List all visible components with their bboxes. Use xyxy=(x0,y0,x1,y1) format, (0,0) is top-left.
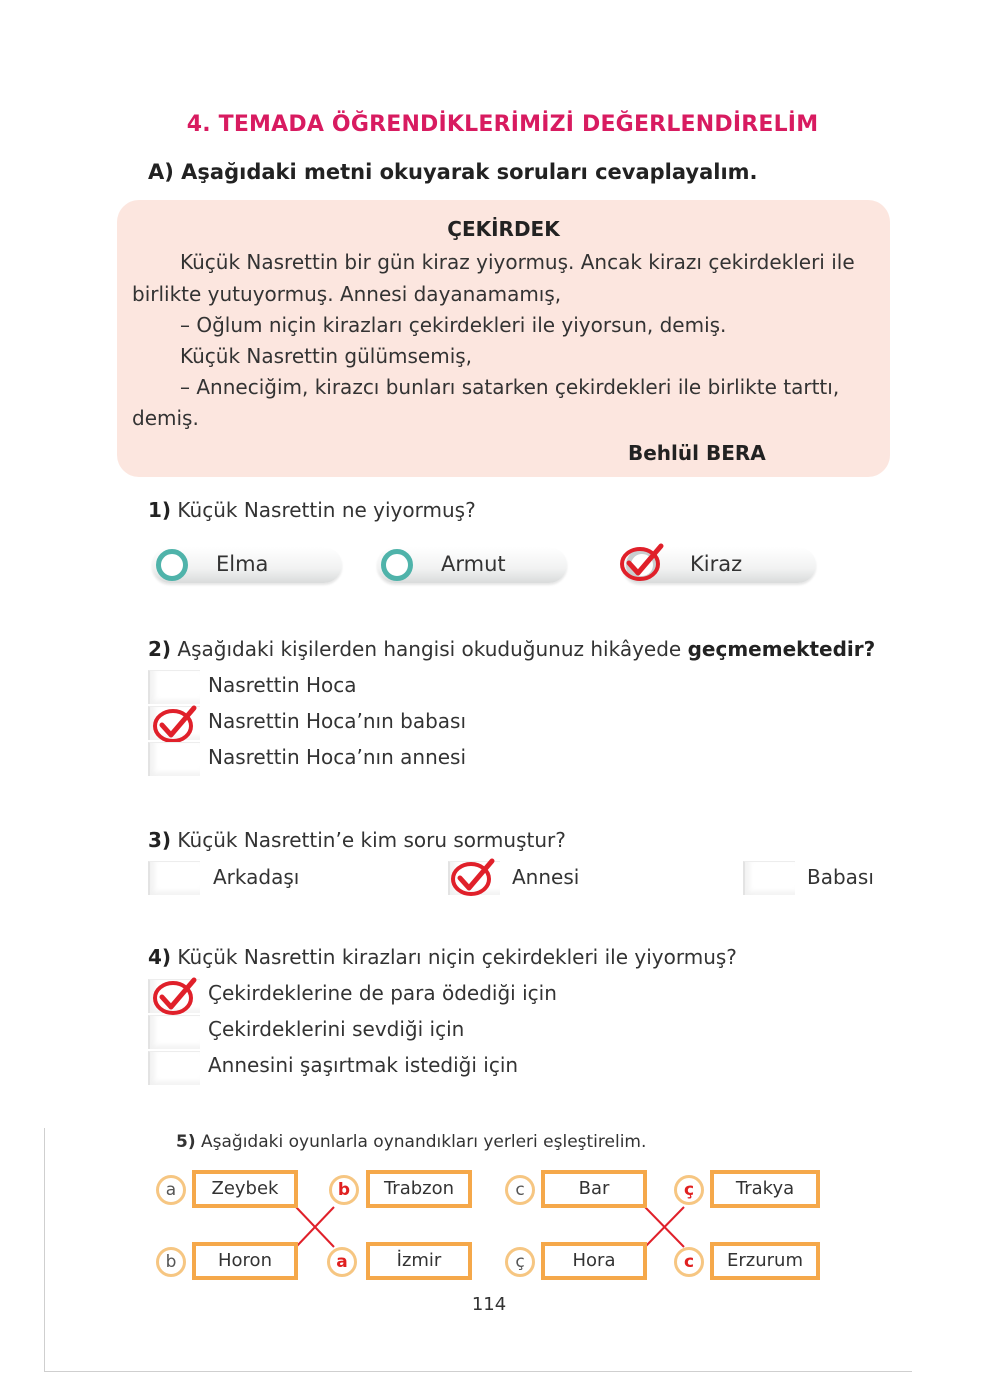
question-text: Küçük Nasrettin ne yiyormuş? xyxy=(177,498,476,522)
checkbox[interactable] xyxy=(148,742,200,776)
question-number: 5) xyxy=(176,1132,196,1152)
game-tile[interactable]: Bar xyxy=(541,1170,647,1208)
story-line: demiş. xyxy=(132,406,199,430)
game-tile[interactable]: Hora xyxy=(541,1242,647,1280)
checkbox[interactable] xyxy=(148,670,200,704)
game-tile[interactable]: Zeybek xyxy=(192,1170,298,1208)
option-label: Nasrettin Hoca xyxy=(208,673,357,697)
answer-badge: ç xyxy=(674,1175,704,1205)
page-title: 4. TEMADA ÖĞRENDİKLERİMİZİ DEĞERLENDİRELİM xyxy=(186,112,819,137)
page-number: 114 xyxy=(471,1294,507,1315)
story-line: – Oğlum niçin kirazları çekirdekleri ile yiyorsun, demiş. xyxy=(180,313,727,337)
answer-label: Armut xyxy=(441,552,506,576)
option-label: Annesi xyxy=(512,865,580,889)
badge: b xyxy=(156,1247,186,1277)
story-line: birlikte yutuyormuş. Annesi dayanamamış, xyxy=(132,282,562,306)
checkbox[interactable] xyxy=(148,1015,200,1049)
place-tile[interactable]: Trakya xyxy=(710,1170,820,1208)
frame-line xyxy=(44,1128,45,1372)
checkmark-icon xyxy=(619,542,665,582)
badge: c xyxy=(505,1175,535,1205)
badge: a xyxy=(156,1175,186,1205)
place-tile[interactable]: Erzurum xyxy=(710,1242,820,1280)
story-line: Küçük Nasrettin bir gün kiraz yiyormuş. Ancak kirazı çekirdekleri ile xyxy=(180,250,855,274)
option-label: Annesini şaşırtmak istediği için xyxy=(208,1053,519,1077)
story-title: ÇEKİRDEK xyxy=(447,217,560,241)
option-label: Çekirdeklerine de para ödediği için xyxy=(208,981,557,1005)
question-emphasis: geçmemektedir? xyxy=(687,637,876,661)
checkmark-icon xyxy=(152,976,198,1016)
place-tile[interactable]: İzmir xyxy=(366,1242,472,1280)
question-text: Küçük Nasrettin’e kim soru sormuştur? xyxy=(177,828,566,852)
answer-badge: a xyxy=(327,1247,357,1277)
question-5 xyxy=(176,1132,646,1152)
question-2 xyxy=(148,637,875,661)
option-label: Babası xyxy=(807,865,874,889)
answer-label: Elma xyxy=(216,552,269,576)
question-number: 4) xyxy=(148,945,172,969)
question-number: 3) xyxy=(148,828,172,852)
option-label: Nasrettin Hoca’nın babası xyxy=(208,709,467,733)
question-number: 1) xyxy=(148,498,172,522)
place-tile[interactable]: Trabzon xyxy=(366,1170,472,1208)
question-text: Aşağıdaki kişilerden hangisi okuduğunuz hikâyede xyxy=(177,637,682,661)
game-tile[interactable]: Horon xyxy=(192,1242,298,1280)
option-label: Arkadaşı xyxy=(213,865,300,889)
question-4 xyxy=(148,945,737,969)
frame-line xyxy=(44,1371,912,1372)
badge: ç xyxy=(505,1247,535,1277)
question-1 xyxy=(148,498,476,522)
checkmark-icon xyxy=(152,704,198,744)
radio-circle[interactable] xyxy=(381,549,413,581)
option-label: Nasrettin Hoca’nın annesi xyxy=(208,745,467,769)
checkbox[interactable] xyxy=(148,1051,200,1085)
section-a-heading: A) Aşağıdaki metni okuyarak soruları cevaplayalım. xyxy=(148,160,758,184)
question-number: 2) xyxy=(148,637,172,661)
checkmark-icon xyxy=(450,857,496,897)
answer-badge: b xyxy=(329,1175,359,1205)
answer-badge: c xyxy=(674,1247,704,1277)
option-label: Çekirdeklerini sevdiği için xyxy=(208,1017,465,1041)
answer-label: Kiraz xyxy=(690,552,743,576)
story-line: – Anneciğim, kirazcı bunları satarken çekirdekleri ile birlikte tarttı, xyxy=(180,375,840,399)
checkbox[interactable] xyxy=(743,861,795,895)
story-line: Küçük Nasrettin gülümsemiş, xyxy=(180,344,473,368)
question-3 xyxy=(148,828,566,852)
question-text: Küçük Nasrettin kirazları niçin çekirdekleri ile yiyormuş? xyxy=(177,945,737,969)
radio-circle[interactable] xyxy=(156,549,188,581)
question-text: Aşağıdaki oyunlarla oynandıkları yerleri eşleştirelim. xyxy=(201,1132,647,1152)
story-box xyxy=(117,200,890,477)
story-author: Behlül BERA xyxy=(628,441,766,465)
checkbox[interactable] xyxy=(148,861,200,895)
